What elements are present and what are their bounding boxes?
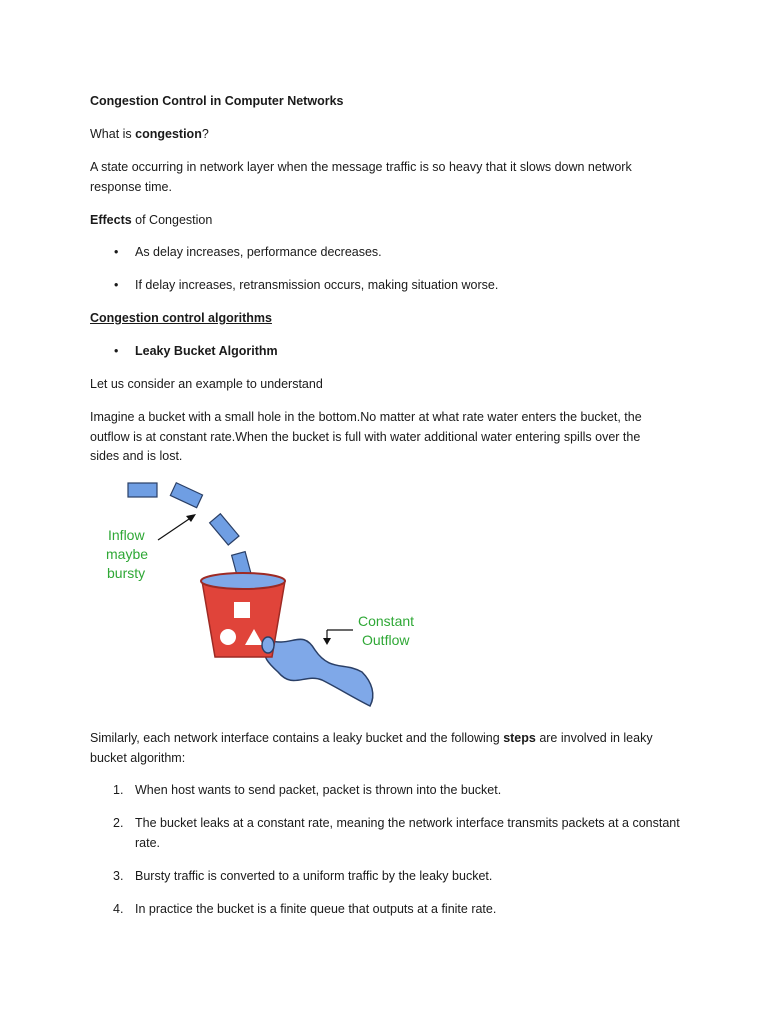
inflow-label-line: bursty bbox=[107, 565, 146, 581]
leak-hole-icon bbox=[262, 637, 274, 653]
inflow-label-line: Inflow bbox=[108, 527, 145, 543]
outflow-label-line: Constant bbox=[358, 613, 415, 629]
step-text: In practice the bucket is a finite queue that outputs at a finite rate. bbox=[135, 902, 497, 916]
imagine-paragraph: Imagine a bucket with a small hole in the bottom.No matter at what rate water enters the bucket, the outflow is at constant rate.When the bucket is full with water additional water entering spills over the sides and is lost. bbox=[90, 410, 642, 463]
outflow-label-line: Outflow bbox=[362, 632, 410, 648]
effects-rest: of Congestion bbox=[131, 213, 213, 227]
step-number: 1. bbox=[113, 783, 124, 797]
algorithms-heading: Congestion control algorithms bbox=[90, 311, 272, 325]
effect-item: If delay increases, retransmission occurs, making situation worse. bbox=[135, 278, 499, 292]
outflow-arrowhead-icon bbox=[323, 638, 331, 645]
outflow-stream bbox=[265, 639, 373, 706]
step-text: When host wants to send packet, packet is thrown into the bucket. bbox=[135, 783, 502, 797]
example-intro: Let us consider an example to understand bbox=[90, 377, 323, 391]
inflow-label-line: maybe bbox=[106, 546, 149, 562]
effect-item: As delay increases, performance decreases. bbox=[135, 245, 382, 259]
step-number: 3. bbox=[113, 869, 124, 883]
step-text: The bucket leaks at a constant rate, meaning the network interface transmits packets at a constant rate. bbox=[135, 816, 680, 850]
similarly-pre: Similarly, each network interface contains a leaky bucket and the following bbox=[90, 731, 504, 745]
square-packet-icon bbox=[234, 602, 250, 618]
bullet-icon: • bbox=[114, 344, 119, 358]
step-number: 4. bbox=[113, 902, 124, 916]
effects-term: Effects bbox=[90, 213, 132, 227]
question-suffix: ? bbox=[201, 127, 209, 141]
document-title: Congestion Control in Computer Networks bbox=[90, 94, 344, 108]
similarly-term: steps bbox=[503, 731, 536, 745]
inflow-arrow-icon bbox=[158, 517, 192, 540]
circle-packet-icon bbox=[220, 629, 236, 645]
question-prefix: What is bbox=[90, 127, 136, 141]
packet-icon bbox=[210, 514, 239, 545]
step-text: Bursty traffic is converted to a uniform traffic by the leaky bucket. bbox=[135, 869, 493, 883]
definition-paragraph: A state occurring in network layer when the message traffic is so heavy that it slows down network response time. bbox=[90, 160, 632, 194]
packet-icon bbox=[170, 483, 202, 508]
algorithm-item: Leaky Bucket Algorithm bbox=[135, 344, 278, 358]
inflow-arrowhead-icon bbox=[186, 514, 196, 522]
similarly-paragraph bbox=[90, 729, 670, 768]
bullet-icon: • bbox=[114, 245, 119, 259]
packet-icon bbox=[128, 483, 157, 497]
bullet-icon: • bbox=[114, 278, 119, 292]
similarly-post: are involved in leaky bucket algorithm: bbox=[90, 731, 653, 765]
bucket-water-surface bbox=[201, 573, 285, 589]
step-number: 2. bbox=[113, 816, 124, 830]
question-term: congestion bbox=[135, 127, 202, 141]
